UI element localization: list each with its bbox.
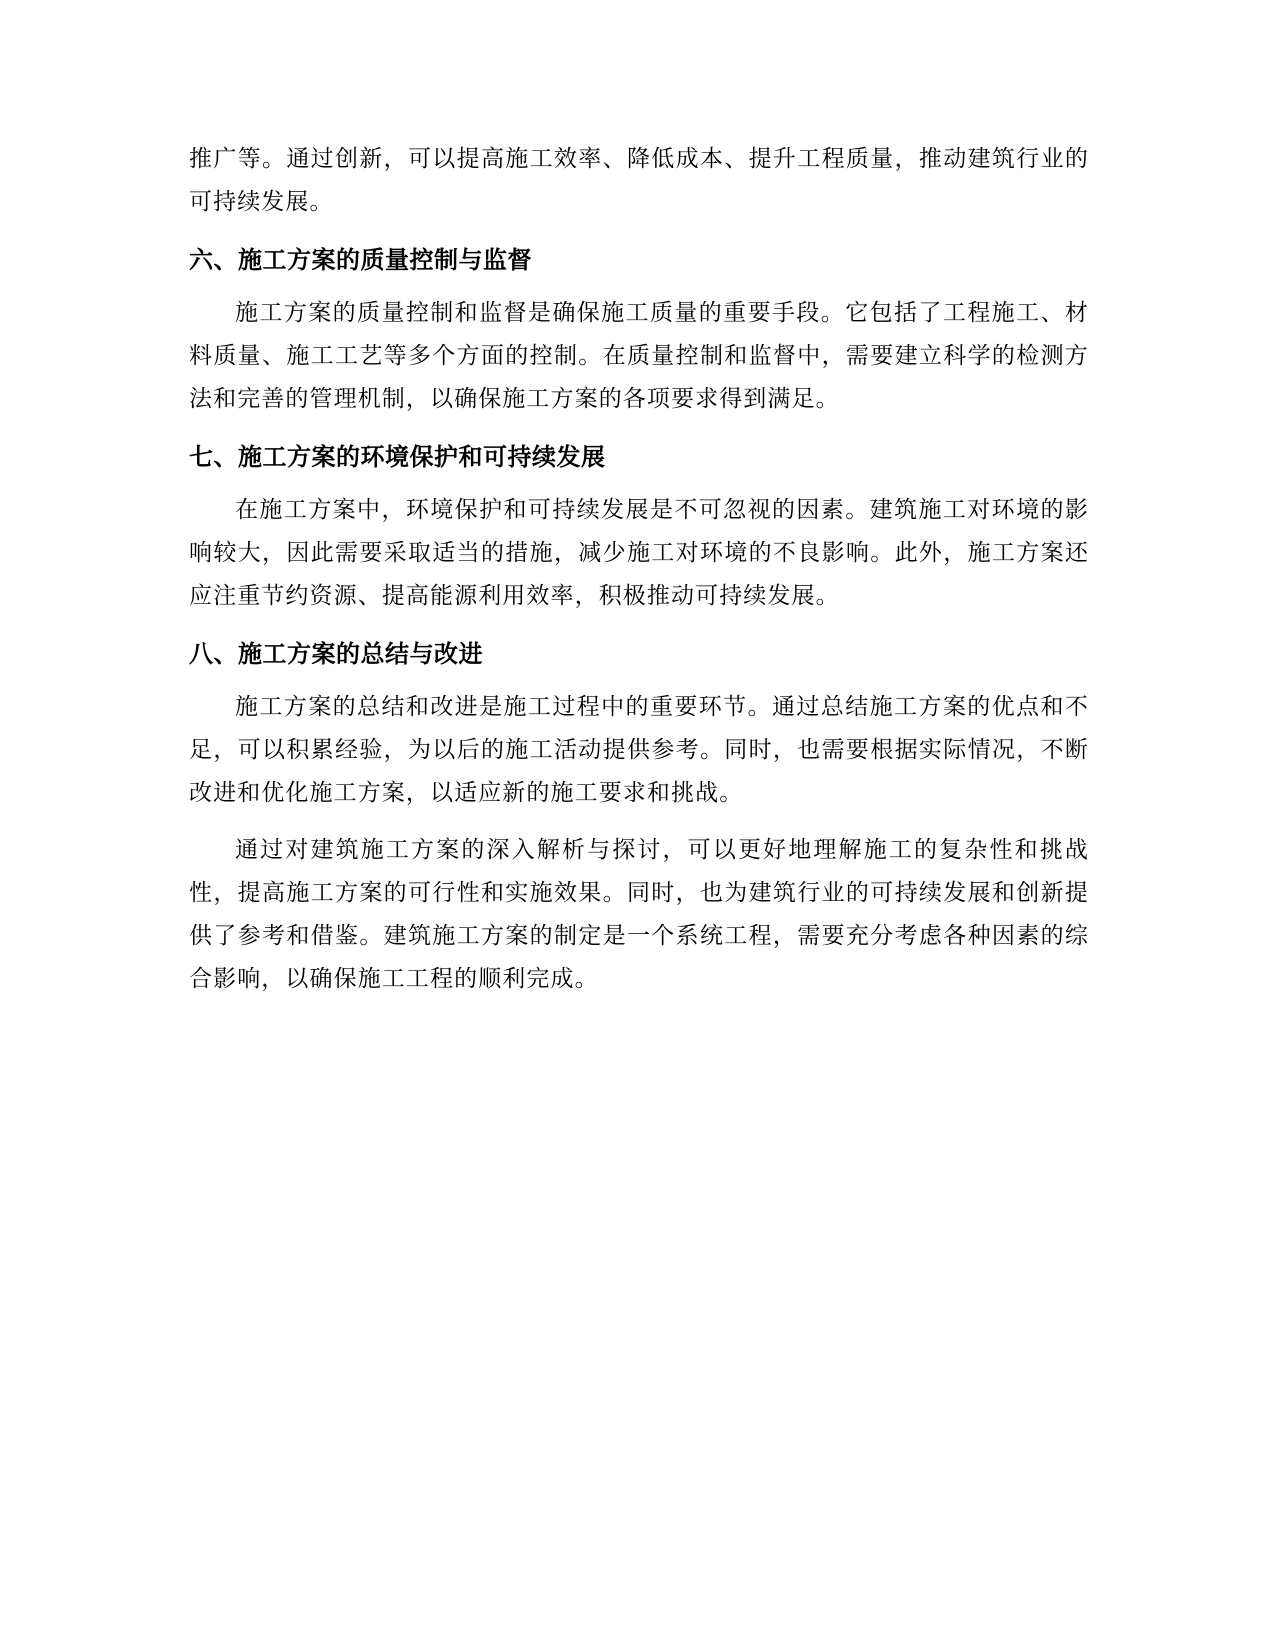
document-page xyxy=(189,138,1089,1015)
section-heading-8: 八、施工方案的总结与改进 xyxy=(189,640,483,668)
conclusion-paragraph: 通过对建筑施工方案的深入解析与探讨，可以更好地理解施工的复杂性和挑战性，提高施工方案的可行性和实施效果。同时，也为建筑行业的可持续发展和创新提供了参考和借鉴。建筑施工方案的制定是一个系统工程，需要充分考虑各种因素的综合影响，以确保施工工程的顺利完成。 xyxy=(189,837,1089,992)
section-7-paragraph: 在施工方案中，环境保护和可持续发展是不可忽视的因素。建筑施工对环境的影响较大，因此需要采取适当的措施，减少施工对环境的不良影响。此外，施工方案还应注重节约资源、提高能源利用效率，积极推动可持续发展。 xyxy=(189,497,1089,609)
intro-paragraph: 推广等。通过创新，可以提高施工效率、降低成本、提升工程质量，推动建筑行业的可持续发展。 xyxy=(189,146,1089,215)
section-heading-6: 六、施工方案的质量控制与监督 xyxy=(189,246,532,274)
section-6-paragraph: 施工方案的质量控制和监督是确保施工质量的重要手段。它包括了工程施工、材料质量、施工工艺等多个方面的控制。在质量控制和监督中，需要建立科学的检测方法和完善的管理机制，以确保施工方案的各项要求得到满足。 xyxy=(189,300,1089,412)
section-8-paragraph-1: 施工方案的总结和改进是施工过程中的重要环节。通过总结施工方案的优点和不足，可以积累经验，为以后的施工活动提供参考。同时，也需要根据实际情况，不断改进和优化施工方案，以适应新的施工要求和挑战。 xyxy=(189,694,1089,806)
section-heading-7: 七、施工方案的环境保护和可持续发展 xyxy=(189,443,606,471)
